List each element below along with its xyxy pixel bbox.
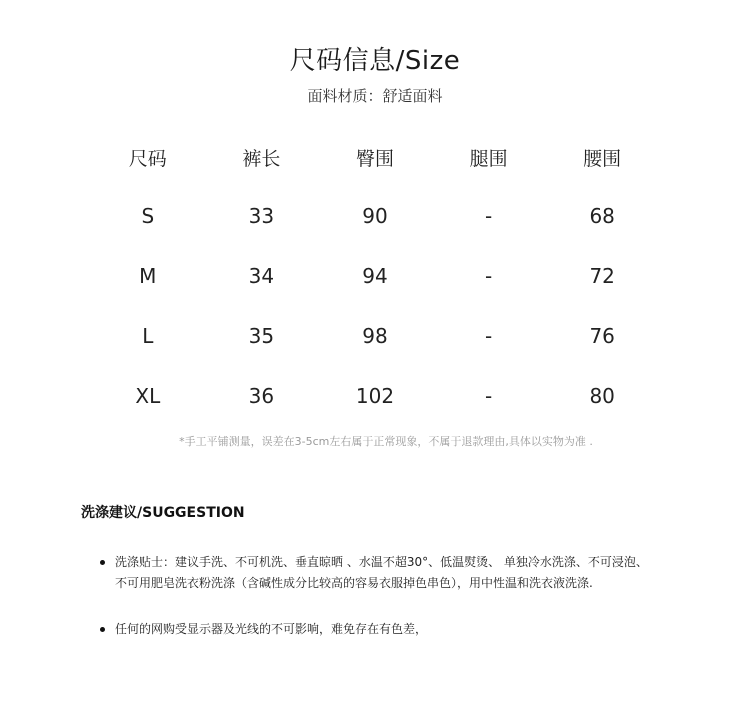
table-cell: M — [139, 264, 157, 288]
table-row — [91, 306, 659, 366]
column-header-hip: 臀围 — [355, 147, 394, 170]
table-cell: - — [484, 324, 493, 348]
suggestion-list — [96, 552, 696, 640]
table-cell: 90 — [362, 204, 388, 228]
table-cell: S — [141, 204, 155, 228]
table-cell: 34 — [248, 264, 275, 288]
table-header-row — [91, 128, 659, 186]
table-cell: 68 — [589, 204, 615, 228]
table-cell: 76 — [589, 324, 615, 348]
bullet-dot-icon — [100, 560, 105, 565]
column-header-thigh: 腿围 — [469, 147, 508, 170]
table-cell: 72 — [589, 264, 615, 288]
table-cell: - — [484, 384, 493, 408]
list-item-text: 不可用肥皂洗衣粉洗涤（含碱性成分比较高的容易衣服掉色串色），用中性温和洗衣液洗涤. — [115, 576, 593, 590]
table-row — [91, 246, 659, 306]
table-cell: 98 — [362, 324, 388, 348]
table-cell: 102 — [355, 384, 395, 408]
table-cell: 94 — [362, 264, 388, 288]
table-cell: 33 — [248, 204, 275, 228]
table-cell: 80 — [589, 384, 615, 408]
bullet-dot-icon — [100, 627, 105, 632]
table-cell: 35 — [248, 324, 275, 348]
list-item — [96, 552, 696, 594]
list-item-text: 洗涤贴士：建议手洗、不可机洗、垂直晾晒 、水温不超30°、低温熨烫、 单独冷水洗涤、不可浸泡、 — [115, 555, 648, 569]
column-header-size: 尺码 — [128, 147, 167, 170]
table-cell: XL — [135, 384, 161, 408]
table-cell: - — [484, 264, 493, 288]
list-item — [96, 619, 696, 640]
page-title: 尺码信息/Size — [289, 46, 461, 76]
table-cell: - — [484, 204, 493, 228]
suggestion-title: 洗涤建议/SUGGESTION — [81, 505, 245, 521]
table-row — [91, 186, 659, 246]
measurement-note: *手工平铺测量，误差在3-5cm左右属于正常现象，不属于退款理由,具体以实物为准 . — [179, 435, 593, 448]
column-header-waist: 腰围 — [583, 147, 622, 170]
size-table — [91, 128, 659, 426]
list-item-text: 任何的网购受显示器及光线的不可影响，难免存在有色差， — [115, 622, 428, 636]
material-info: 面料材质：舒适面料 — [307, 87, 443, 105]
table-cell: 36 — [248, 384, 275, 408]
table-cell: L — [142, 324, 154, 348]
column-header-length: 裤长 — [242, 147, 281, 170]
table-row — [91, 366, 659, 426]
